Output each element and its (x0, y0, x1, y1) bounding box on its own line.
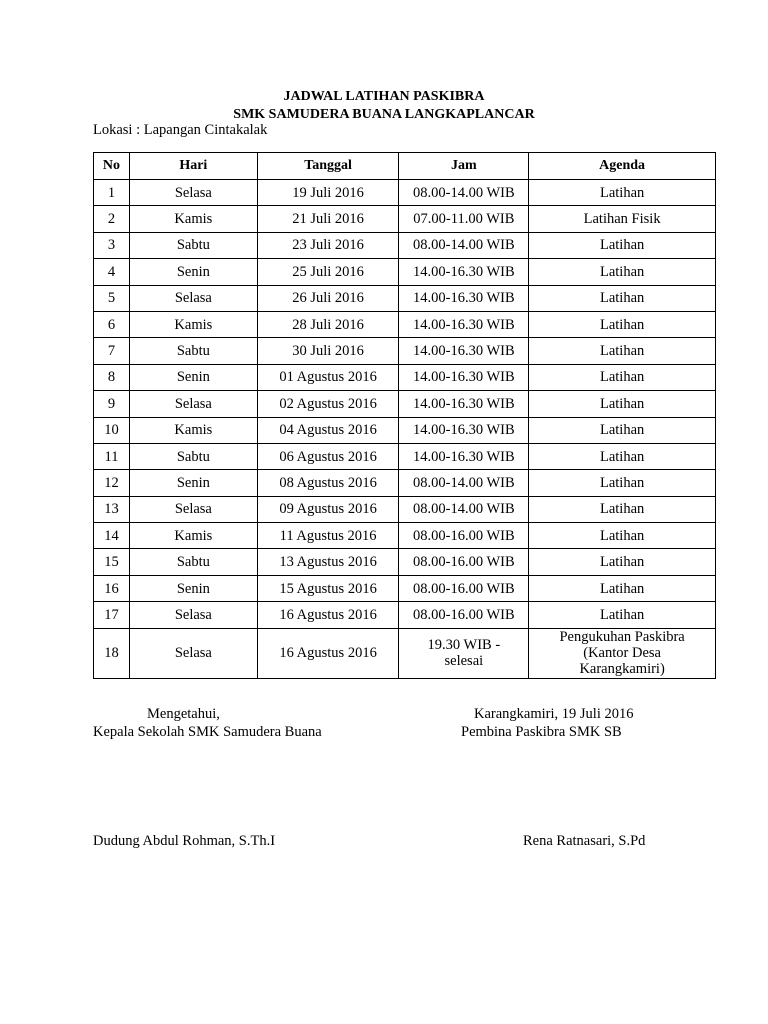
table-row (94, 417, 716, 443)
cell-tanggal: 02 Agustus 2016 (257, 391, 399, 417)
table-row (94, 575, 716, 601)
cell-agenda: Latihan (529, 285, 716, 311)
cell-jam: 14.00-16.30 WIB (399, 285, 529, 311)
cell-tanggal: 01 Agustus 2016 (257, 364, 399, 390)
cell-hari: Sabtu (129, 443, 257, 469)
cell-no: 16 (94, 575, 130, 601)
cell-no: 15 (94, 549, 130, 575)
cell-tanggal: 16 Agustus 2016 (257, 628, 399, 678)
cell-no: 11 (94, 443, 130, 469)
cell-tanggal: 06 Agustus 2016 (257, 443, 399, 469)
cell-hari: Sabtu (129, 232, 257, 258)
cell-no: 17 (94, 602, 130, 628)
cell-tanggal: 13 Agustus 2016 (257, 549, 399, 575)
cell-no: 13 (94, 496, 130, 522)
column-header-jam: Jam (399, 153, 529, 180)
cell-jam: 08.00-14.00 WIB (399, 232, 529, 258)
table-row (94, 549, 716, 575)
cell-no: 3 (94, 232, 130, 258)
table-row (94, 523, 716, 549)
cell-no: 8 (94, 364, 130, 390)
cell-agenda: Latihan (529, 549, 716, 575)
table-row (94, 364, 716, 390)
cell-agenda: Latihan (529, 523, 716, 549)
cell-no: 6 (94, 311, 130, 337)
cell-tanggal: 11 Agustus 2016 (257, 523, 399, 549)
cell-agenda: Latihan (529, 391, 716, 417)
cell-hari: Kamis (129, 523, 257, 549)
cell-agenda: Latihan (529, 338, 716, 364)
cell-agenda: Latihan (529, 470, 716, 496)
cell-tanggal: 09 Agustus 2016 (257, 496, 399, 522)
column-header-hari: Hari (129, 153, 257, 180)
cell-no: 5 (94, 285, 130, 311)
schedule-table (93, 152, 716, 679)
right-signature-date: Karangkamiri, 19 Juli 2016 (474, 706, 634, 722)
cell-jam: 14.00-16.30 WIB (399, 338, 529, 364)
cell-jam: 08.00-16.00 WIB (399, 523, 529, 549)
left-signature-title: Kepala Sekolah SMK Samudera Buana (93, 724, 322, 740)
cell-no: 7 (94, 338, 130, 364)
cell-jam: 19.30 WIB - selesai (399, 628, 529, 678)
table-row (94, 285, 716, 311)
cell-hari: Kamis (129, 311, 257, 337)
cell-agenda: Pengukuhan Paskibra (Kantor Desa Karangkamiri) (529, 628, 716, 678)
cell-tanggal: 08 Agustus 2016 (257, 470, 399, 496)
cell-no: 4 (94, 259, 130, 285)
cell-agenda: Latihan (529, 311, 716, 337)
cell-hari: Sabtu (129, 338, 257, 364)
cell-no: 10 (94, 417, 130, 443)
document-title: JADWAL LATIHAN PASKIBRA (283, 89, 485, 104)
cell-hari: Kamis (129, 417, 257, 443)
cell-tanggal: 16 Agustus 2016 (257, 602, 399, 628)
left-signature-heading: Mengetahui, (147, 706, 220, 722)
cell-tanggal: 21 Juli 2016 (257, 206, 399, 232)
cell-jam: 14.00-16.30 WIB (399, 391, 529, 417)
cell-jam: 08.00-14.00 WIB (399, 180, 529, 206)
cell-agenda: Latihan (529, 180, 716, 206)
cell-no: 12 (94, 470, 130, 496)
cell-agenda: Latihan Fisik (529, 206, 716, 232)
cell-jam: 14.00-16.30 WIB (399, 417, 529, 443)
left-signature-name: Dudung Abdul Rohman, S.Th.I (93, 833, 276, 849)
cell-agenda: Latihan (529, 364, 716, 390)
table-row (94, 443, 716, 469)
cell-tanggal: 23 Juli 2016 (257, 232, 399, 258)
cell-tanggal: 15 Agustus 2016 (257, 575, 399, 601)
table-row (94, 496, 716, 522)
cell-jam: 08.00-16.00 WIB (399, 575, 529, 601)
cell-jam: 14.00-16.30 WIB (399, 443, 529, 469)
cell-no: 1 (94, 180, 130, 206)
cell-hari: Senin (129, 575, 257, 601)
schedule-table-body (94, 180, 716, 679)
cell-no: 2 (94, 206, 130, 232)
cell-hari: Senin (129, 364, 257, 390)
cell-jam: 08.00-16.00 WIB (399, 549, 529, 575)
school-name: SMK SAMUDERA BUANA LANGKAPLANCAR (233, 107, 535, 122)
table-header-row (94, 153, 716, 180)
table-row (94, 206, 716, 232)
cell-no: 9 (94, 391, 130, 417)
table-row (94, 180, 716, 206)
table-row (94, 391, 716, 417)
cell-jam: 14.00-16.30 WIB (399, 364, 529, 390)
cell-tanggal: 30 Juli 2016 (257, 338, 399, 364)
cell-agenda: Latihan (529, 259, 716, 285)
cell-hari: Selasa (129, 391, 257, 417)
location-line: Lokasi : Lapangan Cintakalak (93, 122, 268, 138)
table-row (94, 311, 716, 337)
cell-hari: Selasa (129, 496, 257, 522)
cell-jam: 14.00-16.30 WIB (399, 259, 529, 285)
table-row (94, 338, 716, 364)
cell-jam: 08.00-16.00 WIB (399, 602, 529, 628)
cell-hari: Senin (129, 470, 257, 496)
cell-agenda: Latihan (529, 232, 716, 258)
cell-hari: Selasa (129, 285, 257, 311)
cell-hari: Selasa (129, 180, 257, 206)
cell-tanggal: 25 Juli 2016 (257, 259, 399, 285)
cell-jam: 08.00-14.00 WIB (399, 470, 529, 496)
table-row (94, 470, 716, 496)
table-row (94, 602, 716, 628)
cell-hari: Selasa (129, 602, 257, 628)
table-row (94, 232, 716, 258)
cell-no: 14 (94, 523, 130, 549)
cell-hari: Selasa (129, 628, 257, 678)
cell-jam: 08.00-14.00 WIB (399, 496, 529, 522)
cell-hari: Kamis (129, 206, 257, 232)
cell-tanggal: 19 Juli 2016 (257, 180, 399, 206)
cell-no: 18 (94, 628, 130, 678)
column-header-no: No (94, 153, 130, 180)
cell-agenda: Latihan (529, 443, 716, 469)
column-header-tanggal: Tanggal (257, 153, 399, 180)
cell-jam: 14.00-16.30 WIB (399, 311, 529, 337)
cell-agenda: Latihan (529, 496, 716, 522)
cell-hari: Sabtu (129, 549, 257, 575)
cell-tanggal: 28 Juli 2016 (257, 311, 399, 337)
cell-tanggal: 04 Agustus 2016 (257, 417, 399, 443)
cell-agenda: Latihan (529, 417, 716, 443)
column-header-agenda: Agenda (529, 153, 716, 180)
table-row (94, 628, 716, 678)
right-signature-name: Rena Ratnasari, S.Pd (523, 833, 646, 849)
cell-jam: 07.00-11.00 WIB (399, 206, 529, 232)
cell-hari: Senin (129, 259, 257, 285)
cell-agenda: Latihan (529, 602, 716, 628)
cell-tanggal: 26 Juli 2016 (257, 285, 399, 311)
cell-agenda: Latihan (529, 575, 716, 601)
table-row (94, 259, 716, 285)
right-signature-title: Pembina Paskibra SMK SB (461, 724, 622, 740)
